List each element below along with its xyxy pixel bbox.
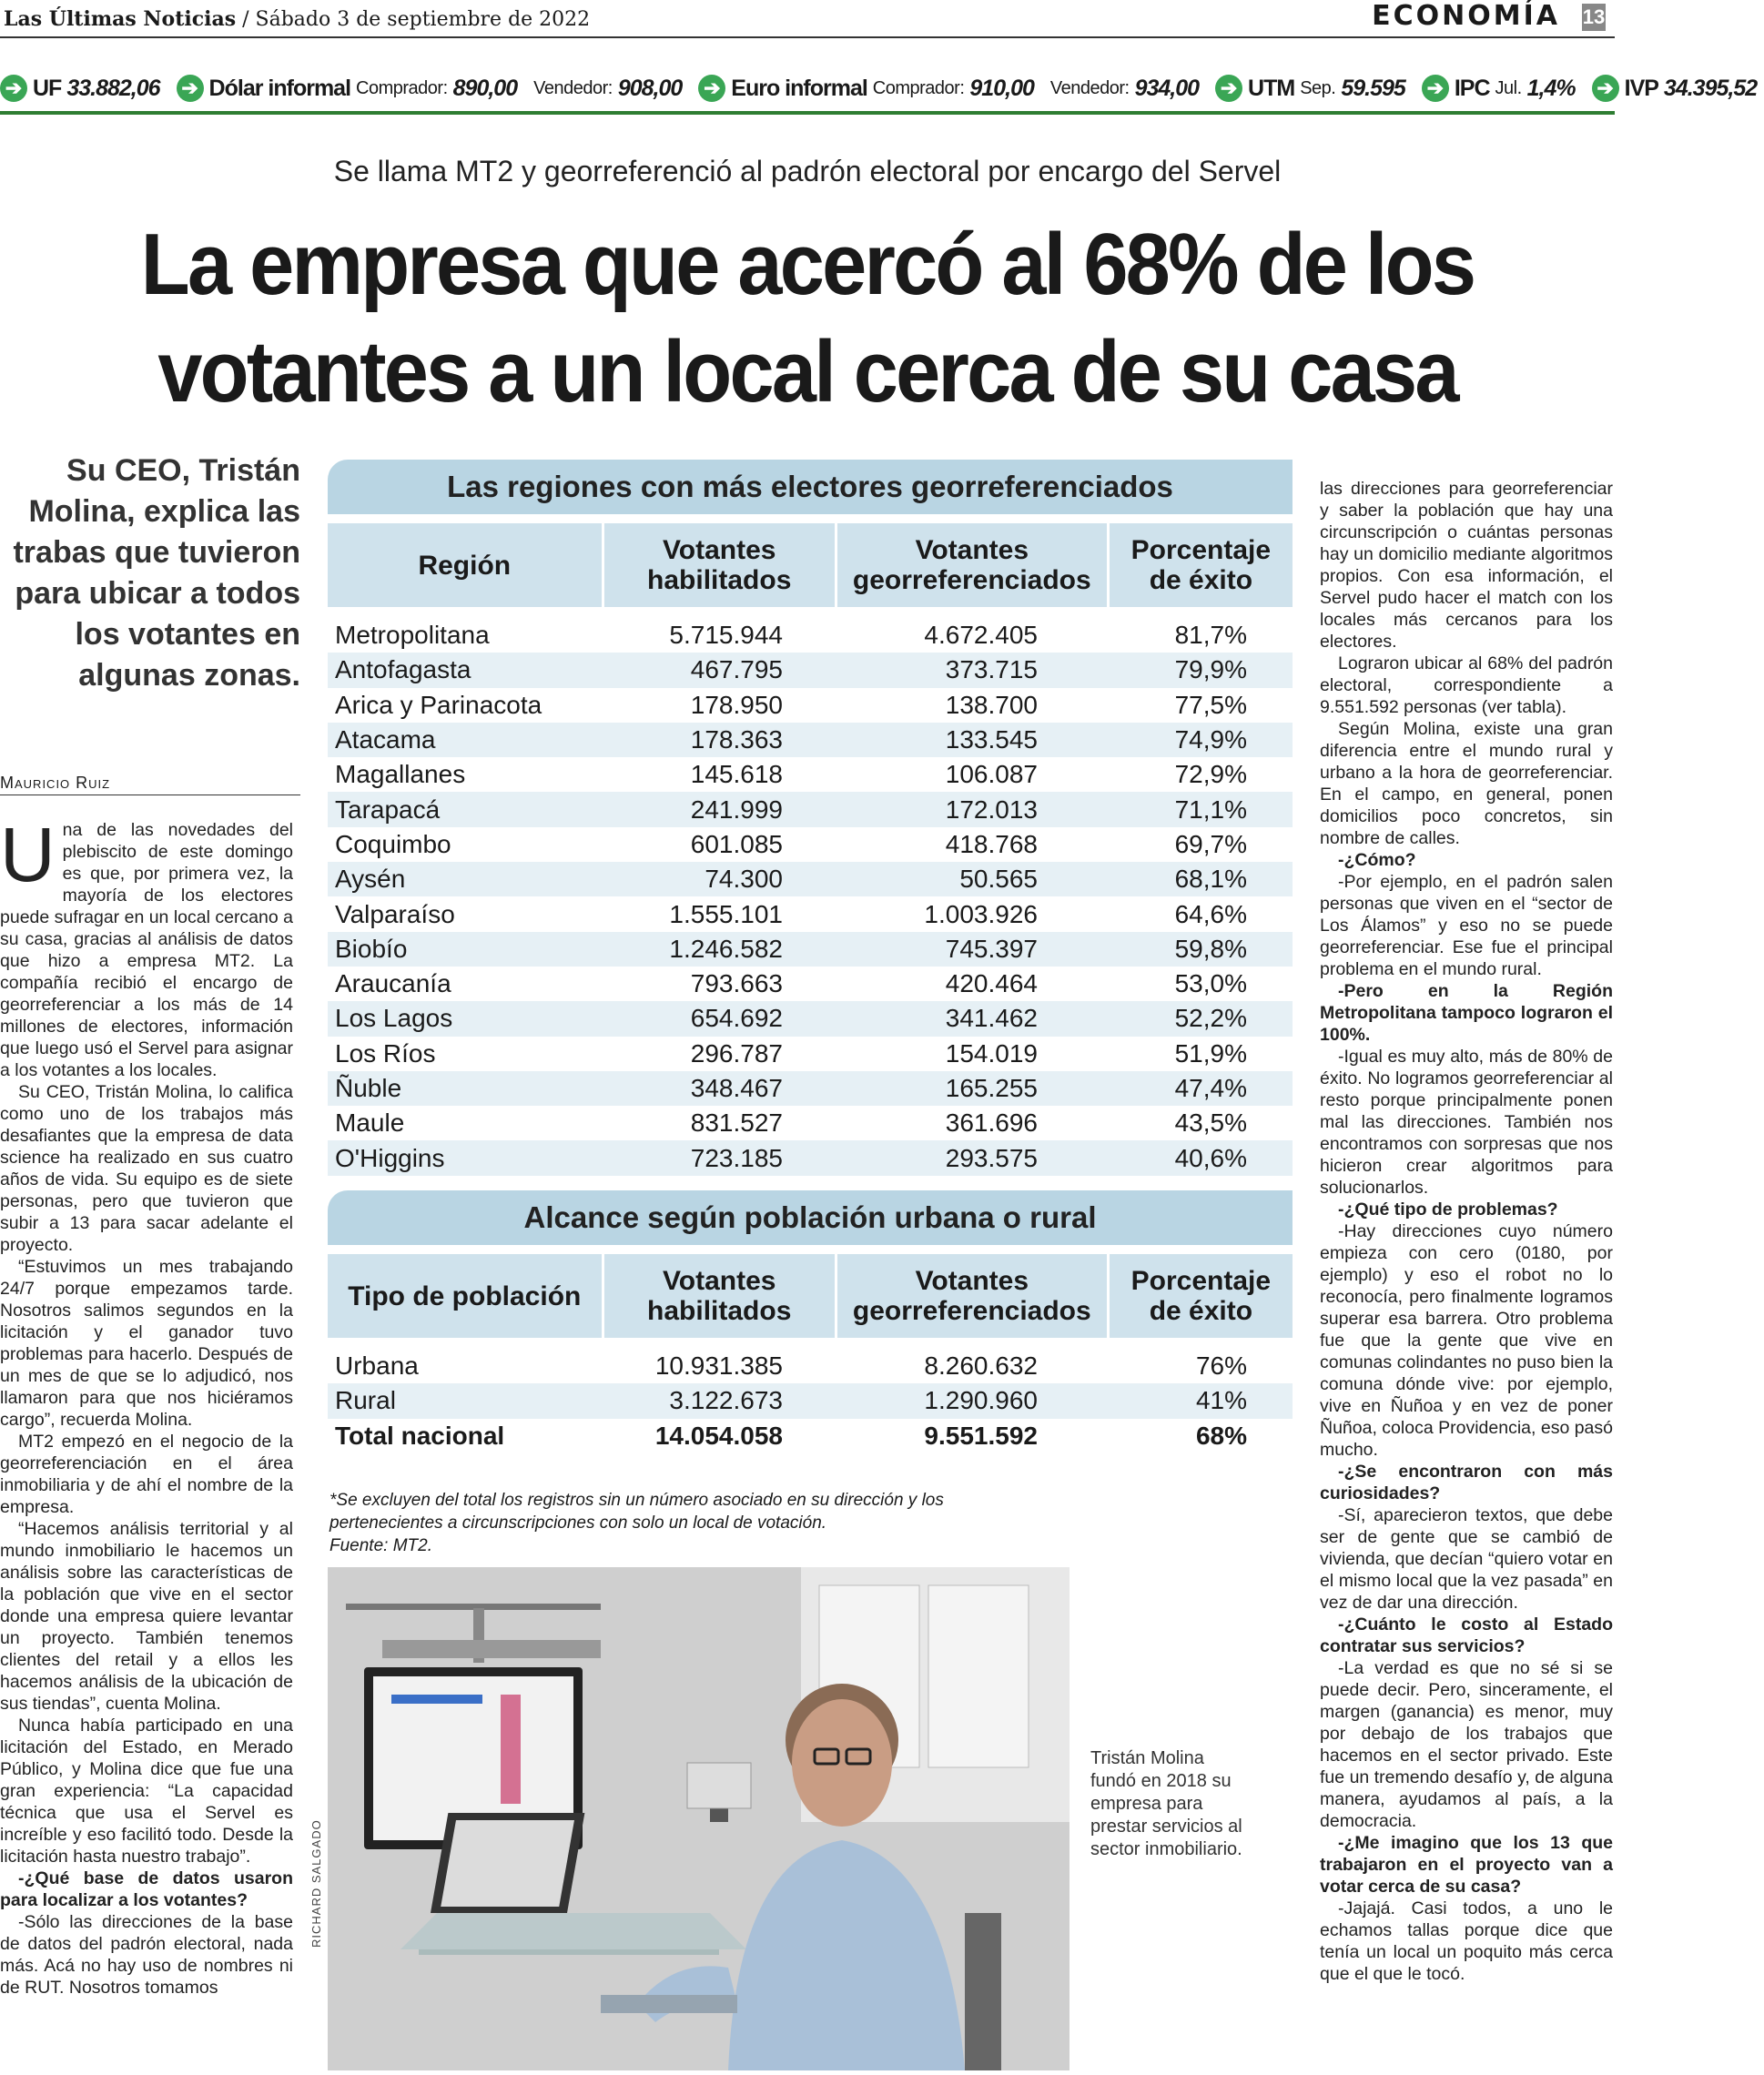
body-paragraph: -Igual es muy alto, más de 80% de éxito. No logramos georreferenciar al resto porque principalmente ponen mal las direcciones. También nos encontramos con sorpresas que nos hicieron crear algoritmos para solucionarlos. <box>1320 1047 1613 1198</box>
table-cell: Tarapacá <box>335 795 441 824</box>
body-paragraph <box>0 812 293 1081</box>
table-cell: Araucanía <box>335 969 451 998</box>
table-cell: 53,0% <box>1174 969 1247 998</box>
body-paragraph: “Hacemos análisis territorial y al mundo inmobiliario le hacemos un análisis sobre las características de la población que vive en el sector donde una empresa quiere levantar un proyecto. También tenemos clientes del retail y a ellos les hacemos análisis de la ubicación de sus tiendas”, cuenta Molina. <box>0 1519 293 1714</box>
table-row <box>328 896 1293 931</box>
table-row <box>328 723 1293 757</box>
table-cell: 154.019 <box>945 1038 1038 1068</box>
table-cell: 348.467 <box>690 1074 783 1102</box>
column-header: Votantes georreferenciados <box>837 523 1110 607</box>
table-cell: Urbana <box>335 1351 419 1381</box>
table-cell: 72,9% <box>1174 760 1247 789</box>
body-paragraph: -Sí, aparecieron textos, que debe ser de gente que se cambió de vivienda, que decían “quiero votar en el mismo local que la vez pasada” en vez de dar una dirección. <box>1320 1505 1613 1613</box>
interview-question: -Pero en la Región Metropolitana tampoco lograron el 100%. <box>1320 981 1613 1045</box>
table-cell: 467.795 <box>690 655 783 684</box>
population-table <box>328 1190 1293 1453</box>
interview-question: -¿Me imagino que los 13 que trabajaron en el proyecto van a votar cerca de su casa? <box>1320 1833 1613 1897</box>
indicator-2 <box>533 76 689 102</box>
table-cell: 9.551.592 <box>924 1421 1038 1450</box>
table-cell: Aysén <box>335 865 406 894</box>
table-cell: Los Lagos <box>335 1004 453 1033</box>
table-cell: 145.618 <box>690 760 783 789</box>
table-cell: 74,9% <box>1174 725 1247 754</box>
table-cell: 14.054.058 <box>654 1421 783 1450</box>
table-cell: 373.715 <box>945 655 1038 684</box>
column-header: Región <box>328 523 604 607</box>
table-row <box>328 1140 1293 1175</box>
article-column-3 <box>1320 478 1613 1985</box>
indicator-1 <box>177 75 525 102</box>
body-paragraph: -Jajajá. Casi todos, a uno le echamos tallas porque dice que tenía un local un poquito más cerca que el que le tocó. <box>1320 1898 1613 1984</box>
table-cell: 106.087 <box>945 760 1038 789</box>
table-cell: 5.715.944 <box>669 621 783 650</box>
footnote-line-2: pertenecientes a circunscripciones con solo un local de votación. <box>329 1513 827 1533</box>
table-cell: 1.290.960 <box>924 1386 1038 1415</box>
indicator-label: Euro informal <box>731 75 867 101</box>
page-number: 13 <box>1582 4 1606 31</box>
photo-tristan-molina <box>328 1567 1070 2070</box>
photo-credit: RICHARD SALGADO <box>309 1819 323 1948</box>
table-row <box>328 1037 1293 1071</box>
column-header: Tipo de población <box>328 1254 604 1338</box>
table-cell: 296.787 <box>690 1038 783 1068</box>
article-kicker: Se llama MT2 y georreferenció al padrón electoral por encargo del Servel <box>333 155 1282 187</box>
column-header: Votantes habilitados <box>604 523 837 607</box>
headline-line-1: La empresa que acercó al 68% de los <box>140 216 1475 313</box>
paragraph-text: na de las novedades del plebiscito de este domingo es que, por primera vez, la mayoría de los electores puede sufragar en un local cercano a su casa, gracias al análisis de datos que hizo a empresa MT2. La compañía recibió el encargo de georreferenciar a los más de 14 millones de electores, información que luego usó el Servel para asignar a los votantes a los locales. <box>0 820 293 1080</box>
regions-table-body <box>328 618 1293 1176</box>
table-cell: 50.565 <box>959 865 1038 894</box>
arrow-right-icon: ➔ <box>177 75 204 102</box>
table-cell: 133.545 <box>945 725 1038 754</box>
table-cell: 71,1% <box>1174 795 1247 824</box>
table-cell: 81,7% <box>1174 621 1247 650</box>
article-summary: Su CEO, Tristán Molina, explica las trabas que tuvieron para ubicar a todos los votantes en algunas zonas. <box>13 453 300 693</box>
indicator-sublabel: Sep. <box>1300 77 1336 98</box>
table-row <box>328 1071 1293 1106</box>
indicator-value: 910,00 <box>969 75 1034 101</box>
newspaper-name: Las Últimas Noticias <box>4 7 237 31</box>
indicator-label: IPC <box>1454 75 1490 101</box>
article-headline <box>65 211 1550 426</box>
table-cell: Coquimbo <box>335 829 451 858</box>
table-cell: Rural <box>335 1386 396 1415</box>
indicator-3 <box>698 75 1041 102</box>
photo-illustration <box>328 1567 1070 2070</box>
indicator-sublabel: Jul. <box>1495 77 1522 98</box>
table-cell: 293.575 <box>945 1143 1038 1172</box>
table-cell: Metropolitana <box>335 621 490 650</box>
indicator-6 <box>1422 75 1583 102</box>
arrow-right-icon: ➔ <box>698 75 725 102</box>
table-cell: O'Higgins <box>335 1143 445 1172</box>
column-header: Porcentaje de éxito <box>1130 1266 1272 1326</box>
table-cell: 1.003.926 <box>924 899 1038 928</box>
table-cell: 4.672.405 <box>924 621 1038 650</box>
body-paragraph: “Estuvimos un mes trabajando 24/7 porque empezamos tarde. Nosotros salimos segundos en la licitación y el ganador tuvo problemas para hacerlo. Después de un mes de que se lo adjudicó, nos llamaron para que nos hiciéramos cargo”, recuerda Molina. <box>0 1257 293 1430</box>
footnote-line-1: *Se excluyen del total los registros sin un número asociado en su dirección y los <box>329 1491 944 1510</box>
section-title: ECONOMÍA <box>1372 0 1560 32</box>
table-cell: Biobío <box>335 934 408 963</box>
population-table-header <box>328 1254 1293 1341</box>
drop-cap: U <box>0 812 56 897</box>
table-cell: 10.931.385 <box>654 1351 783 1381</box>
interview-question: -¿Cuánto le costo al Estado contratar sus servicios? <box>1320 1614 1613 1656</box>
indicator-value: 59.595 <box>1341 75 1405 101</box>
table-cell: Antofagasta <box>335 655 471 684</box>
table-row <box>328 827 1293 862</box>
interview-question: -¿Qué tipo de problemas? <box>1338 1199 1558 1220</box>
indicator-sublabel: Vendedor: <box>533 77 613 98</box>
indicator-sublabel: Vendedor: <box>1049 77 1130 98</box>
regions-table-title: Las regiones con más electores georreferenciados <box>328 460 1293 514</box>
table-cell: 40,6% <box>1174 1143 1247 1172</box>
interview-question: -¿Qué base de datos usaron para localizar a los votantes? <box>0 1868 293 1910</box>
column-header: Porcentaje de éxito <box>1130 535 1272 595</box>
body-paragraph: Lograron ubicar al 68% del padrón electoral, correspondiente a 9.551.592 personas (ver tabla). <box>1320 653 1613 717</box>
table-cell: 76% <box>1195 1351 1247 1381</box>
table-cell: 361.696 <box>945 1108 1038 1138</box>
indicator-value: 934,00 <box>1134 75 1200 101</box>
table-cell: 79,9% <box>1174 655 1247 684</box>
table-cell: 8.260.632 <box>924 1351 1038 1381</box>
regions-table-header <box>328 523 1293 611</box>
indicator-5 <box>1215 75 1413 102</box>
table-row <box>328 792 1293 826</box>
table-cell: Los Ríos <box>335 1038 436 1068</box>
table-cell: 68,1% <box>1174 865 1247 894</box>
table-footnote <box>329 1489 1021 1557</box>
body-paragraph: -Sólo las direcciones de la base de datos del padrón electoral, nada más. Acá no hay uso de nombres ni de RUT. Nosotros tomamos <box>0 1912 293 1998</box>
table-row <box>328 757 1293 792</box>
photo-caption: Tristán Molina fundó en 2018 su empresa para prestar servicios al sector inmobiliario. <box>1090 1748 1242 1859</box>
table-cell: 601.085 <box>690 829 783 858</box>
indicator-4 <box>1050 76 1206 102</box>
table-cell: Valparaíso <box>335 899 455 928</box>
body-paragraph: Nunca había participado en una licitación del Estado, en Merado Público, y Molina dice que fue una gran experiencia: “La capacidad técnica que usa el Servel es increíble y eso facilitó todo. Desde la licitación hasta nuestro trabajo”. <box>0 1716 293 1867</box>
table-cell: Ñuble <box>335 1074 402 1102</box>
table-cell: 420.464 <box>945 969 1038 998</box>
column-header: Votantes habilitados <box>604 1254 837 1338</box>
table-row <box>328 967 1293 1001</box>
table-cell: 178.363 <box>690 725 783 754</box>
table-cell: 3.122.673 <box>669 1386 783 1415</box>
masthead <box>0 0 1615 38</box>
table-cell: Atacama <box>335 725 436 754</box>
table-cell: 654.692 <box>690 1004 783 1033</box>
indicator-sublabel: Comprador: <box>872 77 965 98</box>
indicator-7 <box>1592 75 1764 102</box>
footnote-source: Fuente: MT2. <box>329 1536 432 1555</box>
body-paragraph: las direcciones para georreferenciar y saber la población que hay una circunscripción o cuántas personas hay un domicilio mediante algoritmos propios. Con esa información, el Servel pudo hacer el match con los locales más cercanos para los electores. <box>1320 479 1613 652</box>
table-cell: Total nacional <box>335 1421 505 1450</box>
indicator-label: UF <box>33 75 62 101</box>
table-cell: 52,2% <box>1174 1004 1247 1033</box>
arrow-right-icon: ➔ <box>0 75 27 102</box>
indicator-value: 33.882,06 <box>66 75 160 101</box>
table-row <box>328 653 1293 687</box>
table-cell: 41% <box>1195 1386 1247 1415</box>
indicator-value: 1,4% <box>1526 75 1576 101</box>
table-cell: 138.700 <box>945 690 1038 719</box>
table-cell: 723.185 <box>690 1143 783 1172</box>
table-row <box>328 1001 1293 1036</box>
table-row <box>328 1349 1293 1383</box>
table-cell: 793.663 <box>690 969 783 998</box>
table-cell: 47,4% <box>1174 1074 1247 1102</box>
table-cell: 178.950 <box>690 690 783 719</box>
byline <box>0 774 300 795</box>
indicator-label: IVP <box>1624 75 1658 101</box>
arrow-right-icon: ➔ <box>1215 75 1242 102</box>
table-cell: 165.255 <box>945 1074 1038 1102</box>
table-cell: Maule <box>335 1108 405 1138</box>
table-cell: 1.246.582 <box>669 934 783 963</box>
body-paragraph: MT2 empezó en el negocio de la georreferenciación en el área inmobiliaria y de ahí el nombre de la empresa. <box>0 1432 293 1517</box>
regions-table <box>328 460 1293 1176</box>
table-cell: 241.999 <box>690 795 783 824</box>
body-paragraph: -La verdad es que no sé si se puede decir. Pero, sinceramente, el margen (ganancia) es menor, muy por debajo de los trabajos que hacemos en el sector privado. Este fue un tremendo desafío y, de alguna manera, ayudamos al país, a la democracia. <box>1320 1658 1613 1831</box>
table-cell: 68% <box>1195 1421 1247 1450</box>
indicators-ticker <box>0 66 1758 115</box>
author-name: Mauricio Ruiz <box>0 774 111 792</box>
indicator-value: 890,00 <box>452 75 518 101</box>
table-cell: 1.555.101 <box>669 899 783 928</box>
arrow-right-icon: ➔ <box>1592 75 1619 102</box>
table-cell: 64,6% <box>1174 899 1247 928</box>
body-paragraph: Según Molina, existe una gran diferencia entre el mundo rural y urbano a la hora de georreferenciar. En el campo, en general, ponen domicilios poco concretos, sin nombre de calles. <box>1320 719 1613 848</box>
table-cell: Arica y Parinacota <box>335 690 542 719</box>
body-paragraph: -Hay direcciones cuyo número empieza con cero (0180, por ejemplo) y eso el robot no lo reconocía, pero finalmente logramos superar esa barrera. Otro problema fue que la gente que vive en comunas colindantes no puso bien la comuna dónde vive: por ejemplo, vive en Ñuñoa y en vez de poner Ñuñoa, coloca Providencia, eso pasó mucho. <box>1320 1221 1613 1460</box>
body-paragraph: -Por ejemplo, en el padrón salen personas que viven en el “sector de Los Álamos” y eso no se puede georreferenciar. Ese fue el principal problema en el mundo rural. <box>1320 872 1613 979</box>
table-cell: 74.300 <box>705 865 783 894</box>
table-row <box>328 932 1293 967</box>
table-cell: 43,5% <box>1174 1108 1247 1138</box>
table-row <box>328 862 1293 896</box>
table-row <box>328 1383 1293 1418</box>
table-cell: 69,7% <box>1174 829 1247 858</box>
population-table-body <box>328 1349 1293 1453</box>
indicator-label: Dólar informal <box>208 75 351 101</box>
body-paragraph: Su CEO, Tristán Molina, lo califica como uno de los trabajos más desafiantes que la empresa de data science ha realizado en sus cuatro años de vida. Su equipo es de siete personas, pero que tuvieron que subir a 13 para sacar adelante el proyecto. <box>0 1082 293 1255</box>
indicator-value: 34.395,52 <box>1663 75 1758 101</box>
issue-date: / Sábado 3 de septiembre de 2022 <box>242 8 591 31</box>
indicator-0 <box>0 75 167 102</box>
interview-question: -¿Se encontraron con más curiosidades? <box>1320 1462 1613 1503</box>
table-row <box>328 1106 1293 1140</box>
indicator-value: 908,00 <box>617 75 683 101</box>
table-cell: 172.013 <box>945 795 1038 824</box>
headline-line-2: votantes a un local cerca de su casa <box>157 323 1457 420</box>
total-row <box>328 1419 1293 1453</box>
table-cell: 59,8% <box>1174 934 1247 963</box>
table-cell: 418.768 <box>945 829 1038 858</box>
table-cell: 831.527 <box>690 1108 783 1138</box>
indicator-label: UTM <box>1248 75 1295 101</box>
table-cell: Magallanes <box>335 760 466 789</box>
population-table-title: Alcance según población urbana o rural <box>328 1190 1293 1245</box>
table-cell: 341.462 <box>945 1004 1038 1033</box>
interview-question: -¿Cómo? <box>1338 850 1416 870</box>
article-column-1 <box>0 812 293 1999</box>
table-cell: 745.397 <box>945 934 1038 963</box>
table-row <box>328 688 1293 723</box>
column-header: Votantes georreferenciados <box>837 1254 1110 1338</box>
indicator-sublabel: Comprador: <box>356 77 448 98</box>
table-cell: 77,5% <box>1174 690 1247 719</box>
arrow-right-icon: ➔ <box>1422 75 1449 102</box>
table-cell: 51,9% <box>1174 1038 1247 1068</box>
table-row <box>328 618 1293 653</box>
masthead-left <box>4 7 590 31</box>
